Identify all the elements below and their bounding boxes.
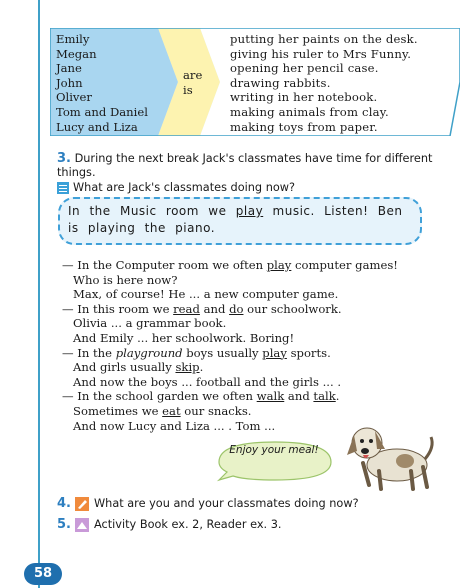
- page-margin-line: [38, 0, 40, 588]
- dialogue-line: And Emily ... her schoolwork. Boring!: [62, 330, 295, 345]
- dialogue-line: — In the Computer room we often play computer games!: [62, 258, 398, 272]
- page-number: 58: [24, 563, 62, 585]
- dialogue-line: And girls usually skip.: [62, 360, 204, 375]
- dialogue-line: And now Lucy and Liza ... . Tom ...: [62, 418, 276, 433]
- task-5: [57, 517, 282, 532]
- dialogue-line: — In this room we read and do our schoolwork.: [62, 301, 342, 316]
- phrase-item: opening her pencil case.: [230, 61, 379, 76]
- phrase-item: giving his ruler to Mrs Funny.: [230, 46, 412, 61]
- dialogue: [62, 258, 398, 433]
- task-text: During the next break Jack's classmates have time for different things.: [57, 152, 433, 179]
- phrase-item: making toys from paper.: [230, 119, 378, 134]
- phrase-item: writing in her notebook.: [230, 90, 378, 105]
- verb-item: are: [183, 68, 203, 82]
- task-3-instruction: [57, 152, 437, 180]
- speech-bubble-text: Enjoy your meal!: [229, 444, 319, 456]
- pencil-icon: [75, 497, 89, 511]
- dialogue-line: Olivia ... a grammar book.: [62, 316, 227, 331]
- name-item: Megan: [56, 46, 97, 61]
- phrases-column: [230, 32, 418, 134]
- dialogue-line: Who is here now?: [62, 272, 178, 287]
- dialogue-line: Max, of course! He ... a new computer game.: [62, 287, 339, 302]
- task-4: [57, 496, 359, 511]
- name-item: Jane: [56, 61, 82, 76]
- task-number: 4.: [57, 496, 71, 511]
- names-column: [56, 32, 148, 134]
- bubble-text-part: In the Music room we: [68, 204, 236, 218]
- task-text: Activity Book ex. 2, Reader ex. 3.: [93, 518, 282, 531]
- phrase-item: putting her paints on the desk.: [230, 32, 418, 46]
- task-text: What are you and your classmates doing now?: [93, 497, 359, 510]
- name-item: Oliver: [56, 90, 92, 105]
- verbs-column: [183, 68, 202, 97]
- dialogue-line: And now the boys ... football and the girls ... .: [62, 374, 342, 389]
- name-item: John: [56, 75, 83, 90]
- name-item: Tom and Daniel: [56, 104, 148, 119]
- example-bubble-text: [68, 203, 413, 236]
- task-3-question: [57, 181, 295, 194]
- bubble-text-part: music. Listen! Ben is playing the piano.: [68, 204, 403, 235]
- substitution-table: [50, 28, 460, 136]
- dialogue-line: — In the playground boys usually play sports.: [62, 345, 331, 360]
- verb-item: is: [183, 82, 193, 97]
- name-item: Lucy and Liza: [56, 119, 138, 134]
- activity-book-icon: [75, 518, 89, 532]
- name-item: Emily: [56, 32, 90, 46]
- question-text: What are Jack's classmates doing now?: [73, 181, 295, 194]
- dialogue-line: Sometimes we eat our snacks.: [62, 403, 252, 418]
- book-icon: [57, 182, 69, 194]
- task-number: 3.: [57, 151, 71, 166]
- dialogue-line: — In the school garden we often walk and talk.: [62, 389, 340, 404]
- phrase-item: making animals from clay.: [230, 104, 389, 119]
- dog-illustration: [345, 415, 440, 495]
- phrase-item: drawing rabbits.: [230, 75, 331, 90]
- underlined-verb: play: [235, 204, 264, 218]
- task-number: 5.: [57, 517, 71, 532]
